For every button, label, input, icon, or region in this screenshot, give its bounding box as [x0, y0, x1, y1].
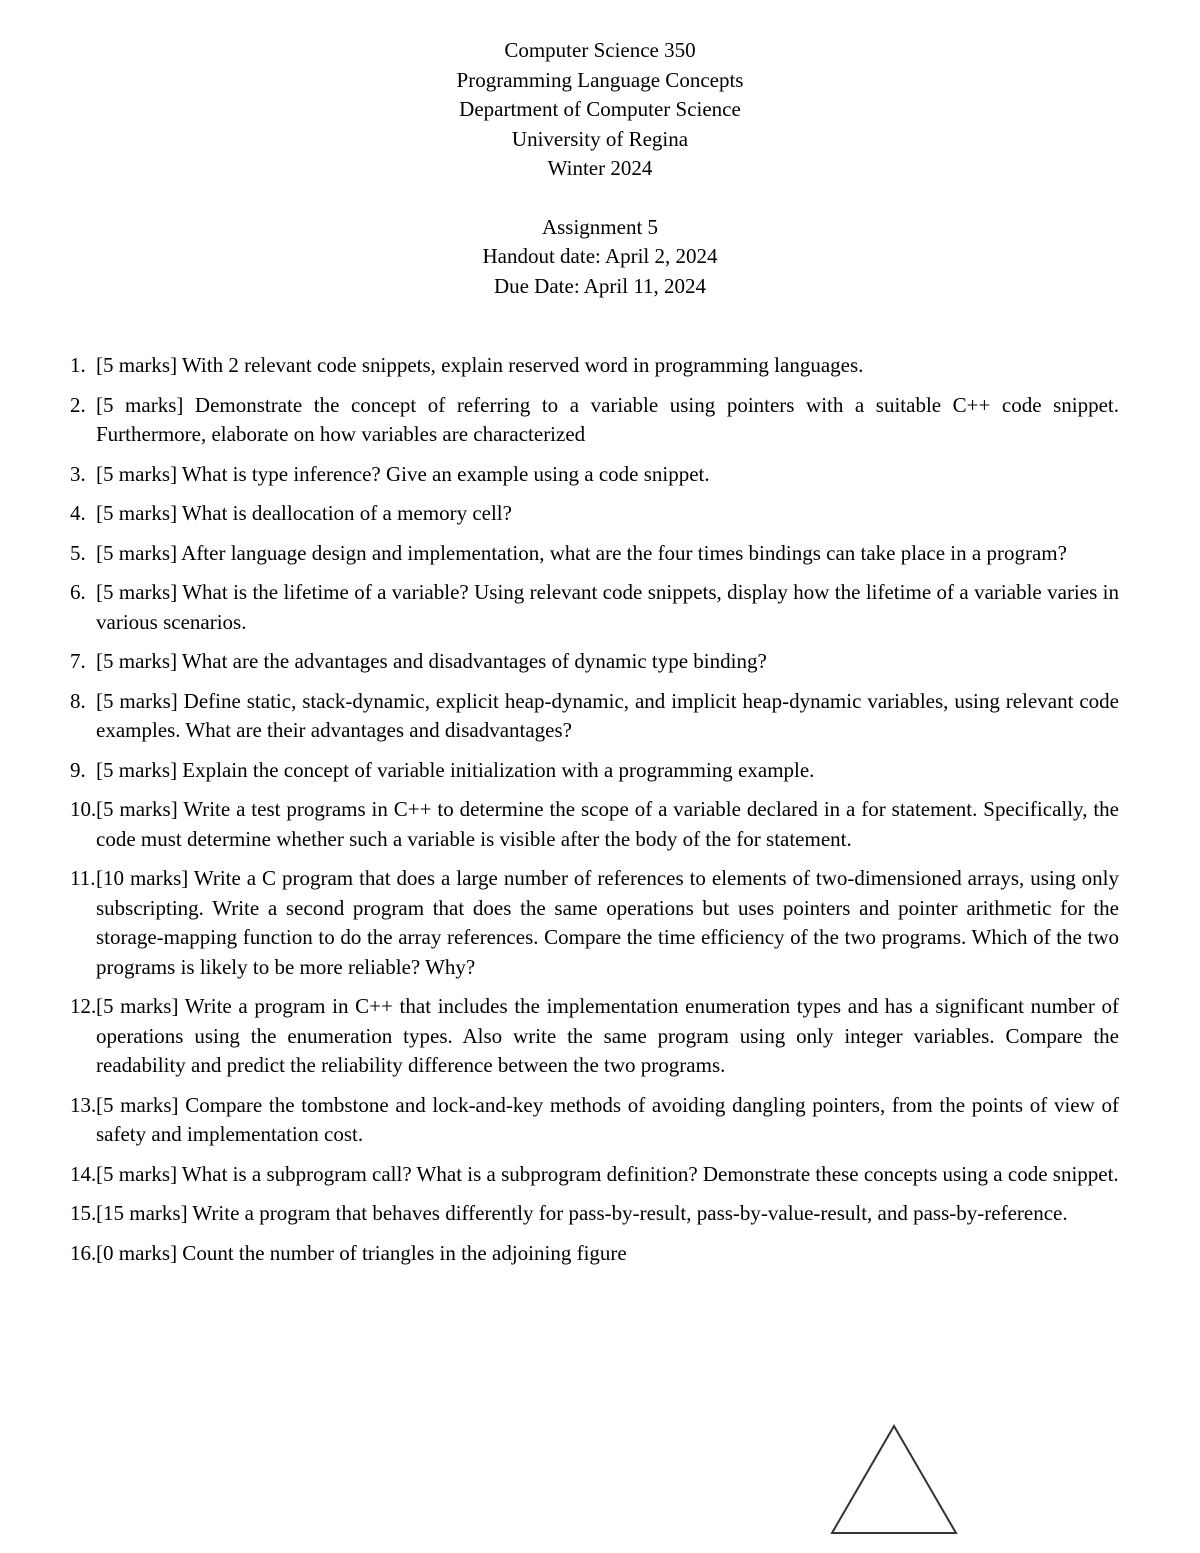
question-item: [70, 864, 1119, 982]
question-text: [5 marks] Define static, stack-dynamic, explicit heap-dynamic, and implicit heap-dynamic variables, using relevant code examples. What are their advantages and disadvantages?: [96, 688, 1119, 742]
handout-date: Handout date: April 2, 2024: [482, 244, 718, 268]
question-text: [15 marks] Write a program that behaves differently for pass-by-result, pass-by-value-result, and pass-by-reference.: [96, 1201, 1068, 1225]
question-item: [70, 391, 1119, 450]
course-title: Programming Language Concepts: [456, 67, 744, 92]
question-text: [5 marks] Explain the concept of variable initialization with a programming example.: [96, 757, 815, 782]
question-text: [5 marks] Compare the tombstone and lock-and-key methods of avoiding dangling pointers, from the points of view of safety and implementation cost.: [96, 1092, 1119, 1146]
question-number: 1.: [70, 353, 86, 377]
question-item: [70, 351, 1119, 381]
question-number: 7.: [70, 649, 86, 673]
question-item: [70, 499, 1119, 529]
assignment-title: Assignment 5: [541, 214, 659, 239]
question-text: [10 marks] Write a C program that does a large number of references to elements of two-dimensioned arrays, using only subscripting. Write a second program that does the same operations but uses pointers and pointer arithmetic for the storage-mapping function to do the array references. Compare the time efficiency of the two programs. Which of the two programs is likely to be more reliable? Why?: [96, 866, 1119, 979]
due-date: Due Date: April 11, 2024: [493, 273, 707, 298]
department: Department of Computer Science: [459, 97, 741, 121]
question-item: [70, 756, 1119, 786]
course-code: Computer Science 350: [504, 38, 696, 62]
question-number: 2.: [70, 392, 86, 417]
question-text: [5 marks] With 2 relevant code snippets, explain reserved word in programming languages.: [96, 353, 864, 377]
question-text: [5 marks] What are the advantages and disadvantages of dynamic type binding?: [96, 649, 767, 673]
question-item: [70, 992, 1119, 1081]
question-item: [70, 460, 1119, 490]
question-text: [5 marks] After language design and implementation, what are the four times bindings can take place in a program?: [96, 540, 1067, 565]
question-item: [70, 687, 1119, 746]
question-text: [5 marks] What is a subprogram call? What is a subprogram definition? Demonstrate these concepts using a code snippet.: [96, 1161, 1119, 1186]
question-number: 12.: [70, 994, 97, 1018]
question-text: [5 marks] What is the lifetime of a variable? Using relevant code snippets, display how the lifetime of a variable varies in various scenarios.: [96, 580, 1119, 634]
question-text: [5 marks] Demonstrate the concept of referring to a variable using pointers with a suitable C++ code snippet. Furthermore, elaborate on how variables are characterized: [96, 392, 1119, 446]
document-header: [0, 36, 1200, 301]
question-text: [5 marks] What is type inference? Give an example using a code snippet.: [96, 461, 710, 486]
question-item: [70, 647, 1119, 677]
question-item: [70, 1239, 1119, 1269]
question-number: 15.: [70, 1201, 97, 1225]
triangle-outline: [832, 1426, 956, 1533]
question-text: [0 marks] Count the number of triangles in the adjoining figure: [96, 1240, 627, 1265]
question-item: [70, 1160, 1119, 1190]
question-text: [5 marks] What is deallocation of a memory cell?: [96, 501, 512, 525]
question-number: 14.: [70, 1161, 97, 1186]
question-number: 13.: [70, 1092, 97, 1117]
question-text: [5 marks] Write a program in C++ that includes the implementation enumeration types and has a significant number of operations using the enumeration types. Also write the same program using only integer variables. Compare the readability and predict the reliability difference between the two programs.: [96, 994, 1119, 1077]
question-number: 6.: [70, 580, 86, 604]
term: Winter 2024: [547, 156, 653, 180]
question-item: [70, 795, 1119, 854]
question-number: 5.: [70, 540, 86, 565]
header-spacer: [0, 184, 1200, 213]
university: University of Regina: [511, 126, 689, 151]
question-number: 11.: [70, 866, 96, 890]
question-number: 4.: [70, 501, 86, 525]
triangle-figure: [830, 1424, 958, 1536]
question-number: 3.: [70, 461, 86, 486]
question-item: [70, 1199, 1119, 1229]
question-item: [70, 578, 1119, 637]
question-item: [70, 539, 1119, 569]
question-number: 16.: [70, 1240, 97, 1265]
question-text: [5 marks] Write a test programs in C++ to determine the scope of a variable declared in a for statement. Specifically, the code must determine whether such a variable is visible after the body of the for statement.: [96, 797, 1119, 851]
question-number: 10.: [70, 797, 97, 821]
question-number: 9.: [70, 757, 86, 782]
question-item: [70, 1091, 1119, 1150]
question-number: 8.: [70, 688, 86, 713]
question-list: [70, 351, 1119, 1278]
